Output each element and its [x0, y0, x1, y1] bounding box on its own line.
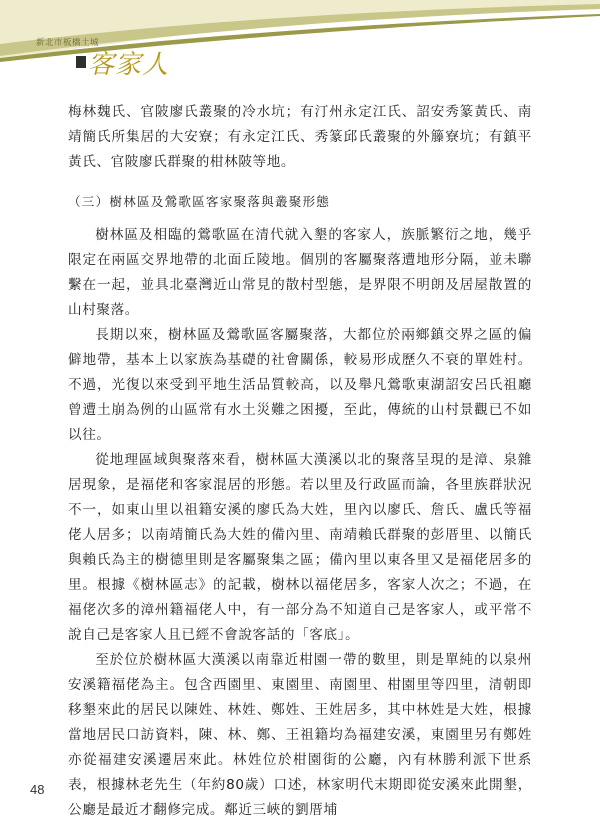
body-paragraph-4: 至於位於樹林區大漢溪以南靠近柑園一帶的數里，則是單純的以泉州安溪籍福佬為主。包含西園里、東園里、南園里、柑園里等四里，清朝即移墾來此的居民以陳姓、林姓、鄭姓、王姓居多，其中林姓是大姓，根據當地居民口訪資料，陳、林、鄭、王祖籍均為福建安溪，東園里另有鄭姓亦從福建安溪遷居來此。林姓位於柑園街的公廳，內有林勝利派下世系表，根據林老先生（年約80歲）口述，林家明代末期即從安溪來此開墾，公廳是最近才翻修完成。鄰近三峽的劉厝埔	[68, 652, 532, 818]
page-header	[0, 0, 600, 90]
page-number: 48	[30, 782, 45, 797]
page-body	[68, 100, 532, 823]
body-paragraph-2: 長期以來，樹林區及鶯歌區客屬聚落，大都位於兩鄉鎮交界之區的偏僻地帶，基本上以家族為基礎的社會關係，較易形成歷久不衰的單姓村。不過，光復以來受到平地生活品質較高，以及舉凡鶯歌東湖詔安呂氏祖廳曾遭土崩為例的山區常有水土災難之困擾，至此，傳統的山村景觀已不如以往。	[68, 327, 532, 443]
hakka-logo: 客家人	[88, 50, 170, 80]
section-heading: （三）樹林區及鶯歌區客家聚落與叢聚形態	[68, 194, 331, 209]
book-series-title: 新北市板橋土城	[36, 38, 100, 48]
intro-paragraph: 梅林魏氏、官陂廖氏叢聚的冷水坑；有汀州永定江氏、詔安秀篆黃氏、南靖簡氏所集居的大安寮；有永定江氏、秀篆邱氏叢聚的外籐寮坑；有鎮平黃氏、官陂廖氏群聚的柑林陂等地。	[68, 104, 532, 170]
body-paragraph-3: 從地理區域與聚落來看，樹林區大漢溪以北的聚落呈現的是漳、泉雜居現象，是福佬和客家混居的形態。若以里及行政區而論，各里族群狀況不一，如東山里以祖籍安溪的廖氏為大姓，里內以廖氏、詹氏、盧氏等福佬人居多；以南靖簡氏為大姓的備內里、南靖賴氏群聚的彭厝里、以簡氏與賴氏為主的樹德里則是客屬聚集之區；備內里以東各里又是福佬居多的里。根據《樹林區志》的記載，樹林以福佬居多，客家人次之；不過，在福佬次多的漳州籍福佬人中，有一部分為不知道自己是客家人，或平常不說自己是客家人且已經不會說客話的「客底」。	[68, 452, 532, 643]
body-paragraph-1: 樹林區及相臨的鶯歌區在清代就入墾的客家人，族脈繁衍之地，幾乎限定在兩區交界地帶的北面丘陵地。個別的客屬聚落遭地形分隔，並未聯繫在一起，並具北臺灣近山常見的散村型態，是界限不明朗及居屋散置的山村聚落。	[68, 227, 532, 318]
